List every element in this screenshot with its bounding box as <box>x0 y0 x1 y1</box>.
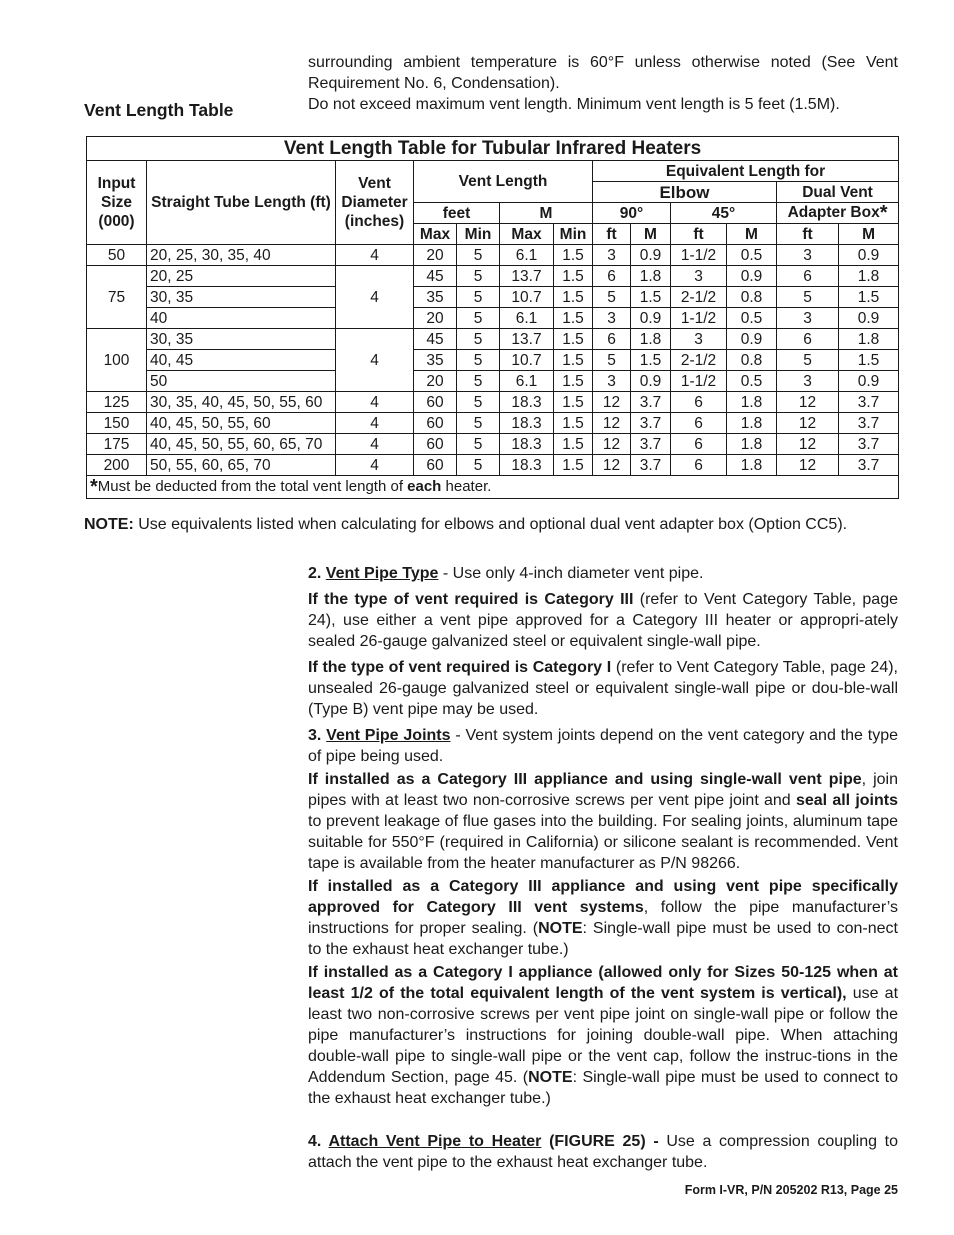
value-cell: 2-1/2 <box>671 287 727 308</box>
value-cell: 1-1/2 <box>671 245 727 266</box>
value-cell: 3.7 <box>839 455 899 476</box>
value-cell: 5 <box>777 350 839 371</box>
table-row <box>87 245 899 266</box>
vent-diameter-cell: 4 <box>336 329 414 392</box>
section-2 <box>308 563 898 720</box>
value-cell: 5 <box>457 455 500 476</box>
section-4-number: 4. <box>308 1133 329 1150</box>
table-row <box>87 413 899 434</box>
section-3-para-2 <box>308 876 898 960</box>
value-cell: 0.9 <box>727 329 777 350</box>
value-cell: 12 <box>777 392 839 413</box>
value-cell: 12 <box>593 434 631 455</box>
intro-line-1: surrounding ambient temperature is 60°F unless otherwise noted (See Vent Requirement No. 6, Condensation). <box>308 54 898 92</box>
value-cell: 12 <box>777 434 839 455</box>
header-input-size: Input Size (000) <box>87 161 147 245</box>
value-cell: 0.5 <box>727 245 777 266</box>
value-cell: 60 <box>414 434 457 455</box>
value-cell: 60 <box>414 392 457 413</box>
tube-length-cell: 40, 45, 50, 55, 60 <box>147 413 336 434</box>
input-size-cell: 200 <box>87 455 147 476</box>
value-cell: 2-1/2 <box>671 350 727 371</box>
section-3-para-1-text-a: , join pipes with at least two non-corrosive screws per vent pipe joint and <box>308 771 898 809</box>
value-cell: 13.7 <box>500 329 554 350</box>
value-cell: 0.9 <box>631 371 671 392</box>
sub-header-cell: ft <box>671 224 727 245</box>
vent-length-table-heading: Vent Length Table <box>84 100 234 120</box>
section-3-text: - Vent system joints depend on the vent category and the type of pipe being used. <box>308 727 898 765</box>
sub-header-cell: Max <box>500 224 554 245</box>
value-cell: 18.3 <box>500 455 554 476</box>
value-cell: 0.9 <box>839 245 899 266</box>
value-cell: 3.7 <box>631 413 671 434</box>
footnote-star: * <box>90 476 98 498</box>
input-size-cell: 50 <box>87 245 147 266</box>
tube-length-cell: 30, 35 <box>147 329 336 350</box>
section-4 <box>308 1131 898 1173</box>
value-cell: 20 <box>414 371 457 392</box>
section-3-heading <box>308 725 898 767</box>
value-cell: 1.5 <box>554 350 593 371</box>
value-cell: 0.8 <box>727 350 777 371</box>
value-cell: 1-1/2 <box>671 308 727 329</box>
value-cell: 10.7 <box>500 287 554 308</box>
section-2-para-2-bold: If the type of vent required is Category I <box>308 659 612 676</box>
value-cell: 18.3 <box>500 434 554 455</box>
value-cell: 1.5 <box>554 455 593 476</box>
section-3-title: Vent Pipe Joints <box>326 727 451 744</box>
vent-diameter-cell: 4 <box>336 245 414 266</box>
value-cell: 6 <box>777 266 839 287</box>
value-cell: 3.7 <box>839 434 899 455</box>
value-cell: 3 <box>671 329 727 350</box>
value-cell: 12 <box>777 413 839 434</box>
table-row <box>87 329 899 350</box>
value-cell: 35 <box>414 350 457 371</box>
input-size-cell: 100 <box>87 329 147 392</box>
note-label: NOTE: <box>84 516 134 533</box>
sub-header-cell: Min <box>457 224 500 245</box>
tube-length-cell: 40, 45, 50, 55, 60, 65, 70 <box>147 434 336 455</box>
header-vent-length: Vent Length <box>414 161 593 203</box>
section-3-para-1-text-c: to prevent leakage of flue gases into the building. For sealing joints, aluminum tape suitable for 550°F (required in California) or silicone sealant is recommended. Vent tape is available from the heater manufacturer as P/N 98266. <box>308 813 898 872</box>
input-size-cell: 75 <box>87 266 147 329</box>
value-cell: 1.5 <box>554 245 593 266</box>
value-cell: 5 <box>457 287 500 308</box>
value-cell: 12 <box>593 392 631 413</box>
vent-length-table <box>86 136 899 499</box>
table-body <box>87 245 899 476</box>
value-cell: 0.9 <box>631 308 671 329</box>
vent-diameter-cell: 4 <box>336 392 414 413</box>
adapter-box-label: Adapter Box <box>787 204 880 221</box>
header-feet: feet <box>414 203 500 224</box>
section-2-para-2 <box>308 657 898 720</box>
section-3-para-3-text-a: use at least two non-corrosive screws per vent pipe joint on single-wall pipe or follow the pipe manufacturer’s instructions for joining double-wall pipe. When attaching double-wall pipe to single-wall pipe or the vent cap, follow the instruc-tions in the Addendum Section, page 45. ( <box>308 985 899 1086</box>
value-cell: 1.5 <box>554 434 593 455</box>
value-cell: 1.5 <box>839 287 899 308</box>
value-cell: 45 <box>414 266 457 287</box>
value-cell: 60 <box>414 455 457 476</box>
value-cell: 12 <box>777 455 839 476</box>
sub-header-cell: M <box>839 224 899 245</box>
section-4-text: Use a compression coupling to attach the vent pipe to the exhaust heat exchanger tube. <box>308 1133 899 1171</box>
sub-header-cell: Min <box>554 224 593 245</box>
input-size-cell: 125 <box>87 392 147 413</box>
value-cell: 3 <box>593 245 631 266</box>
section-3-para-1 <box>308 769 898 874</box>
intro-line-2: Do not exceed maximum vent length. Minimum vent length is 5 feet (1.5M). <box>308 96 840 113</box>
value-cell: 5 <box>593 350 631 371</box>
value-cell: 0.5 <box>727 371 777 392</box>
vent-diameter-cell: 4 <box>336 434 414 455</box>
sub-header-cell: M <box>727 224 777 245</box>
section-3-para-1-bold: If installed as a Category III appliance and using single-wall vent pipe <box>308 771 862 788</box>
value-cell: 1.5 <box>839 350 899 371</box>
value-cell: 5 <box>457 434 500 455</box>
value-cell: 1.8 <box>727 434 777 455</box>
value-cell: 13.7 <box>500 266 554 287</box>
value-cell: 3 <box>671 266 727 287</box>
value-cell: 6 <box>671 434 727 455</box>
section-2-para-1 <box>308 589 898 652</box>
value-cell: 1.5 <box>554 308 593 329</box>
value-cell: 6 <box>671 392 727 413</box>
header-equivalent-length: Equivalent Length for <box>593 161 899 182</box>
value-cell: 3 <box>593 308 631 329</box>
section-3-para-3-text-c: : Single-wall pipe must be used to connect to the exhaust heat exchanger tube.) <box>308 1069 898 1107</box>
header-meters: M <box>500 203 593 224</box>
section-2-para-1-bold: If the type of vent required is Category III <box>308 591 634 608</box>
value-cell: 5 <box>457 392 500 413</box>
section-3-para-2-note: NOTE <box>538 920 583 937</box>
vent-diameter-cell: 4 <box>336 266 414 329</box>
value-cell: 6 <box>671 413 727 434</box>
vent-diameter-cell: 4 <box>336 413 414 434</box>
table-row <box>87 266 899 287</box>
section-2-para-2-text: (refer to Vent Category Table, page 24), unsealed 26-gauge galvanized steel or equivalent single-wall pipe or dou-ble-wall (Type B) vent pipe may be used. <box>308 659 898 718</box>
table-row <box>87 287 899 308</box>
value-cell: 5 <box>457 371 500 392</box>
value-cell: 6.1 <box>500 245 554 266</box>
value-cell: 5 <box>777 287 839 308</box>
value-cell: 60 <box>414 413 457 434</box>
adapter-box-star: * <box>879 202 888 224</box>
tube-length-cell: 50 <box>147 371 336 392</box>
footnote-each: each <box>407 478 442 495</box>
value-cell: 12 <box>593 413 631 434</box>
value-cell: 6 <box>777 329 839 350</box>
value-cell: 3.7 <box>631 434 671 455</box>
section-3-para-2-text-c: : Single-wall pipe must be used to con-nect to the exhaust heat exchanger tube.) <box>308 920 898 958</box>
value-cell: 0.9 <box>839 308 899 329</box>
header-vent-diameter: Vent Diameter (inches) <box>336 161 414 245</box>
value-cell: 5 <box>457 329 500 350</box>
value-cell: 18.3 <box>500 413 554 434</box>
section-3-para-3-note: NOTE <box>528 1069 573 1086</box>
section-3-para-2-text-a: , follow the pipe manufacturer’s instructions for proper sealing. ( <box>308 899 899 937</box>
value-cell: 0.9 <box>839 371 899 392</box>
table-row <box>87 392 899 413</box>
value-cell: 3.7 <box>631 392 671 413</box>
value-cell: 3 <box>777 371 839 392</box>
value-cell: 1.8 <box>727 413 777 434</box>
section-2-title: Vent Pipe Type <box>325 565 439 582</box>
value-cell: 12 <box>593 455 631 476</box>
value-cell: 1.8 <box>631 329 671 350</box>
value-cell: 0.5 <box>727 308 777 329</box>
value-cell: 1.8 <box>727 455 777 476</box>
value-cell: 1.8 <box>839 266 899 287</box>
value-cell: 6 <box>593 329 631 350</box>
value-cell: 20 <box>414 308 457 329</box>
table-row <box>87 350 899 371</box>
section-4-figure-ref: (FIGURE 25) - <box>541 1133 659 1150</box>
value-cell: 3.7 <box>839 392 899 413</box>
tube-length-cell: 30, 35, 40, 45, 50, 55, 60 <box>147 392 336 413</box>
value-cell: 1.8 <box>631 266 671 287</box>
tube-length-cell: 50, 55, 60, 65, 70 <box>147 455 336 476</box>
tube-length-cell: 40, 45 <box>147 350 336 371</box>
header-90-degree: 90° <box>593 203 671 224</box>
tube-length-cell: 30, 35 <box>147 287 336 308</box>
header-dual-vent: Dual Vent <box>777 182 899 203</box>
value-cell: 5 <box>457 308 500 329</box>
table-row <box>87 434 899 455</box>
value-cell: 3 <box>777 245 839 266</box>
value-cell: 6 <box>671 455 727 476</box>
value-cell: 1.5 <box>631 287 671 308</box>
header-straight-tube-length: Straight Tube Length (ft) <box>147 161 336 245</box>
header-adapter-box <box>777 203 899 224</box>
value-cell: 6.1 <box>500 308 554 329</box>
section-2-para-1-text: (refer to Vent Category Table, page 24), use either a vent pipe approved for a Category III heater or appropri-ately sealed 26-gauge galvanized steel or equivalent single-wall pipe. <box>308 591 898 650</box>
value-cell: 3.7 <box>839 413 899 434</box>
section-4-para <box>308 1131 898 1173</box>
sub-header-cell: ft <box>593 224 631 245</box>
value-cell: 18.3 <box>500 392 554 413</box>
table-row <box>87 308 899 329</box>
footnote-text-c: heater. <box>441 478 492 495</box>
value-cell: 20 <box>414 245 457 266</box>
header-elbow: Elbow <box>593 182 777 203</box>
header-45-degree: 45° <box>671 203 777 224</box>
table-title: Vent Length Table for Tubular Infrared Heaters <box>87 137 899 161</box>
vent-diameter-cell: 4 <box>336 455 414 476</box>
section-3 <box>308 725 898 1109</box>
footnote-text-a: Must be deducted from the total vent length of <box>97 478 408 495</box>
sub-header-cell: M <box>631 224 671 245</box>
value-cell: 10.7 <box>500 350 554 371</box>
value-cell: 0.9 <box>727 266 777 287</box>
value-cell: 1.5 <box>631 350 671 371</box>
value-cell: 1.5 <box>554 329 593 350</box>
section-3-number: 3. <box>308 727 327 744</box>
sub-header-cell: ft <box>777 224 839 245</box>
section-3-para-2-bold: If installed as a Category III appliance and using vent pipe specifically approved for Category III vent systems <box>308 878 898 916</box>
page-footer: Form I-VR, P/N 205202 R13, Page 25 <box>684 1183 898 1197</box>
input-size-cell: 175 <box>87 434 147 455</box>
table-row <box>87 455 899 476</box>
value-cell: 1.5 <box>554 371 593 392</box>
value-cell: 1.8 <box>727 392 777 413</box>
section-3-para-1-bold-2: seal all joints <box>795 792 898 809</box>
value-cell: 5 <box>457 266 500 287</box>
value-cell: 1.8 <box>839 329 899 350</box>
value-cell: 5 <box>593 287 631 308</box>
value-cell: 6 <box>593 266 631 287</box>
value-cell: 6.1 <box>500 371 554 392</box>
input-size-cell: 150 <box>87 413 147 434</box>
value-cell: 1.5 <box>554 287 593 308</box>
intro-text <box>308 52 898 115</box>
value-cell: 1-1/2 <box>671 371 727 392</box>
section-2-text: - Use only 4-inch diameter vent pipe. <box>438 565 704 582</box>
value-cell: 3.7 <box>631 455 671 476</box>
value-cell: 0.9 <box>631 245 671 266</box>
note-paragraph <box>84 514 874 535</box>
value-cell: 5 <box>457 245 500 266</box>
section-2-heading <box>308 563 898 584</box>
section-3-para-3 <box>308 962 898 1109</box>
tube-length-cell: 40 <box>147 308 336 329</box>
tube-length-cell: 20, 25 <box>147 266 336 287</box>
value-cell: 5 <box>457 413 500 434</box>
table-footnote <box>87 476 899 499</box>
note-text: Use equivalents listed when calculating for elbows and optional dual vent adapter box (Option CC5). <box>133 516 848 533</box>
value-cell: 1.5 <box>554 392 593 413</box>
value-cell: 0.8 <box>727 287 777 308</box>
sub-header-cell: Max <box>414 224 457 245</box>
value-cell: 45 <box>414 329 457 350</box>
value-cell: 3 <box>593 371 631 392</box>
value-cell: 1.5 <box>554 413 593 434</box>
section-4-title: Attach Vent Pipe to Heater <box>328 1133 542 1150</box>
value-cell: 5 <box>457 350 500 371</box>
tube-length-cell: 20, 25, 30, 35, 40 <box>147 245 336 266</box>
value-cell: 3 <box>777 308 839 329</box>
table-row <box>87 371 899 392</box>
section-2-number: 2. <box>308 565 326 582</box>
value-cell: 1.5 <box>554 266 593 287</box>
value-cell: 35 <box>414 287 457 308</box>
section-3-para-3-bold: If installed as a Category I appliance (allowed only for Sizes 50-125 when at least 1/2 of the total equivalent length of the vent system is vertical), <box>308 964 898 1002</box>
